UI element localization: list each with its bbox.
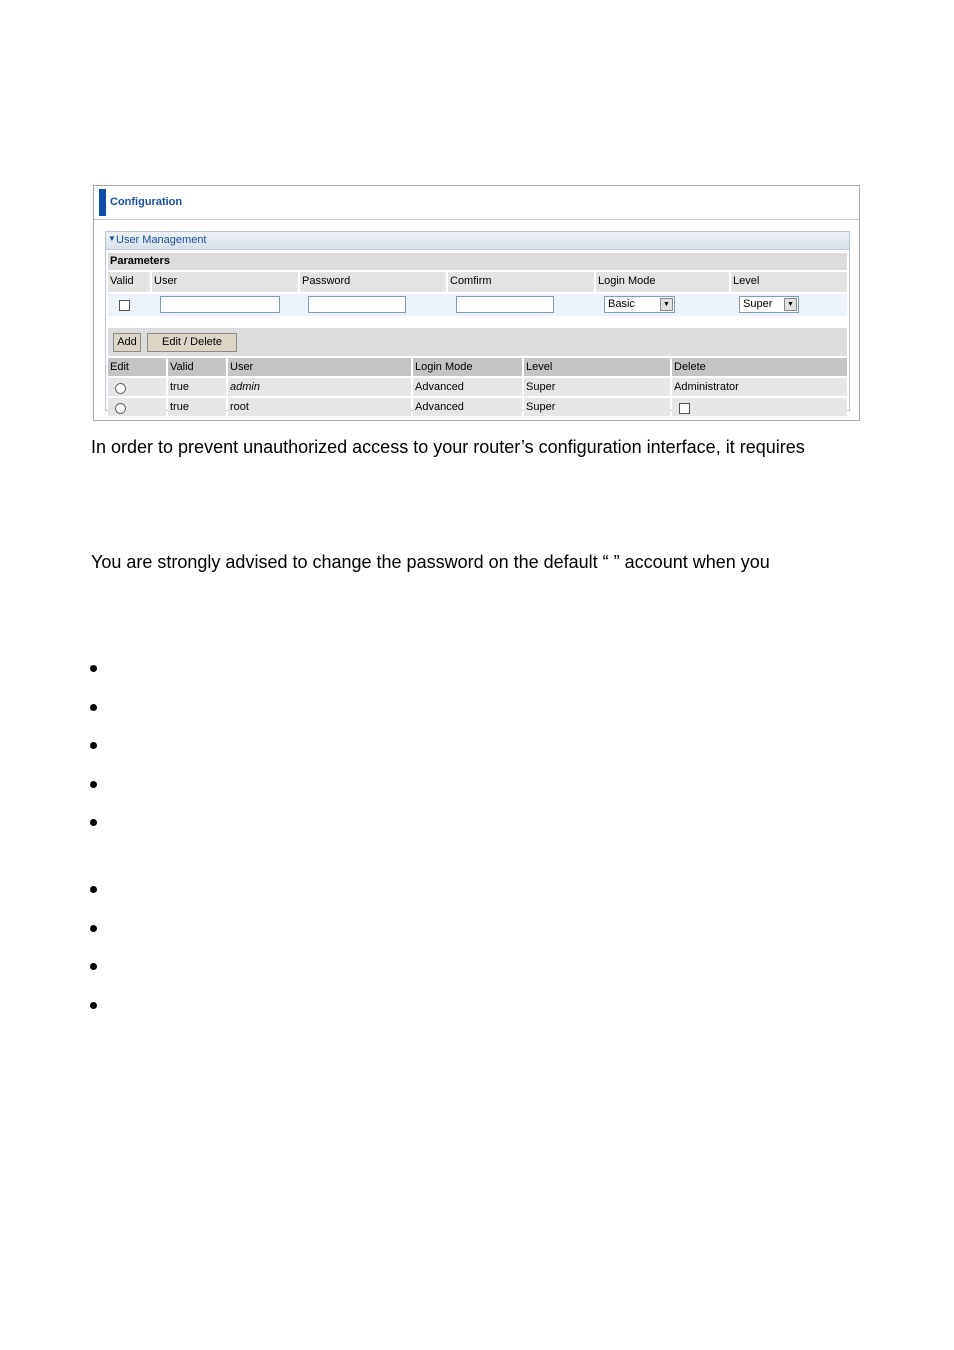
advice-paragraph: You are strongly advised to change the password on the default “ ” account when you	[91, 552, 770, 572]
bullet-point	[90, 665, 97, 672]
bullet-point	[90, 963, 97, 970]
parameters-label: Parameters	[110, 255, 170, 267]
row-delete: Administrator	[672, 378, 847, 396]
row-valid: true	[168, 398, 226, 416]
list-delete-header: Delete	[672, 358, 847, 376]
action-button-row	[108, 328, 847, 356]
edit-delete-button[interactable]: Edit / Delete	[147, 333, 237, 352]
configuration-screenshot	[93, 185, 860, 421]
configuration-title: Configuration	[110, 196, 183, 208]
valid-checkbox[interactable]	[119, 300, 130, 311]
col-user-header: User	[152, 272, 298, 292]
row-valid: true	[168, 378, 226, 396]
bullet-point	[90, 925, 97, 932]
header-accent-bar	[99, 189, 106, 216]
row-level: Super	[524, 378, 670, 396]
col-password-header: Password	[300, 272, 446, 292]
new-user-input-row	[108, 294, 847, 316]
bullet-point	[90, 1002, 97, 1009]
row-user: root	[228, 398, 411, 416]
edit-radio[interactable]	[115, 403, 126, 414]
user-field[interactable]	[160, 296, 280, 313]
level-select[interactable]	[739, 296, 799, 313]
list-level-header: Level	[524, 358, 670, 376]
configuration-header	[94, 186, 859, 220]
bullet-point	[90, 819, 97, 826]
user-management-title: User Management	[116, 234, 207, 246]
row-login-mode: Advanced	[413, 378, 522, 396]
collapse-arrow-icon[interactable]: ▼	[108, 234, 116, 243]
parameters-bar	[108, 253, 847, 270]
intro-paragraph: In order to prevent unauthorized access to your router’s configuration interface, it requires	[91, 437, 805, 457]
level-value: Super	[743, 298, 773, 310]
col-login-mode-header: Login Mode	[596, 272, 729, 292]
bullet-point	[90, 781, 97, 788]
user-management-panel	[105, 231, 850, 411]
table-row	[108, 378, 166, 396]
password-field[interactable]	[308, 296, 406, 313]
list-login-mode-header: Login Mode	[413, 358, 522, 376]
list-user-header: User	[228, 358, 411, 376]
col-level-header: Level	[731, 272, 847, 292]
edit-radio[interactable]	[115, 383, 126, 394]
col-confirm-header: Comfirm	[448, 272, 594, 292]
row-delete	[672, 398, 847, 416]
dropdown-arrow-icon[interactable]: ▼	[784, 298, 797, 311]
bullet-point	[90, 742, 97, 749]
bullet-point	[90, 886, 97, 893]
delete-checkbox[interactable]	[679, 403, 690, 414]
add-button[interactable]: Add	[113, 333, 141, 352]
table-row	[108, 398, 166, 416]
row-login-mode: Advanced	[413, 398, 522, 416]
login-mode-value: Basic	[608, 298, 635, 310]
user-management-header[interactable]	[106, 232, 849, 250]
login-mode-select[interactable]	[604, 296, 675, 313]
bullet-point	[90, 704, 97, 711]
list-valid-header: Valid	[168, 358, 226, 376]
list-edit-header: Edit	[108, 358, 166, 376]
row-level: Super	[524, 398, 670, 416]
dropdown-arrow-icon[interactable]: ▼	[660, 298, 673, 311]
col-valid-header: Valid	[108, 272, 150, 292]
row-user: admin	[228, 378, 411, 396]
confirm-field[interactable]	[456, 296, 554, 313]
